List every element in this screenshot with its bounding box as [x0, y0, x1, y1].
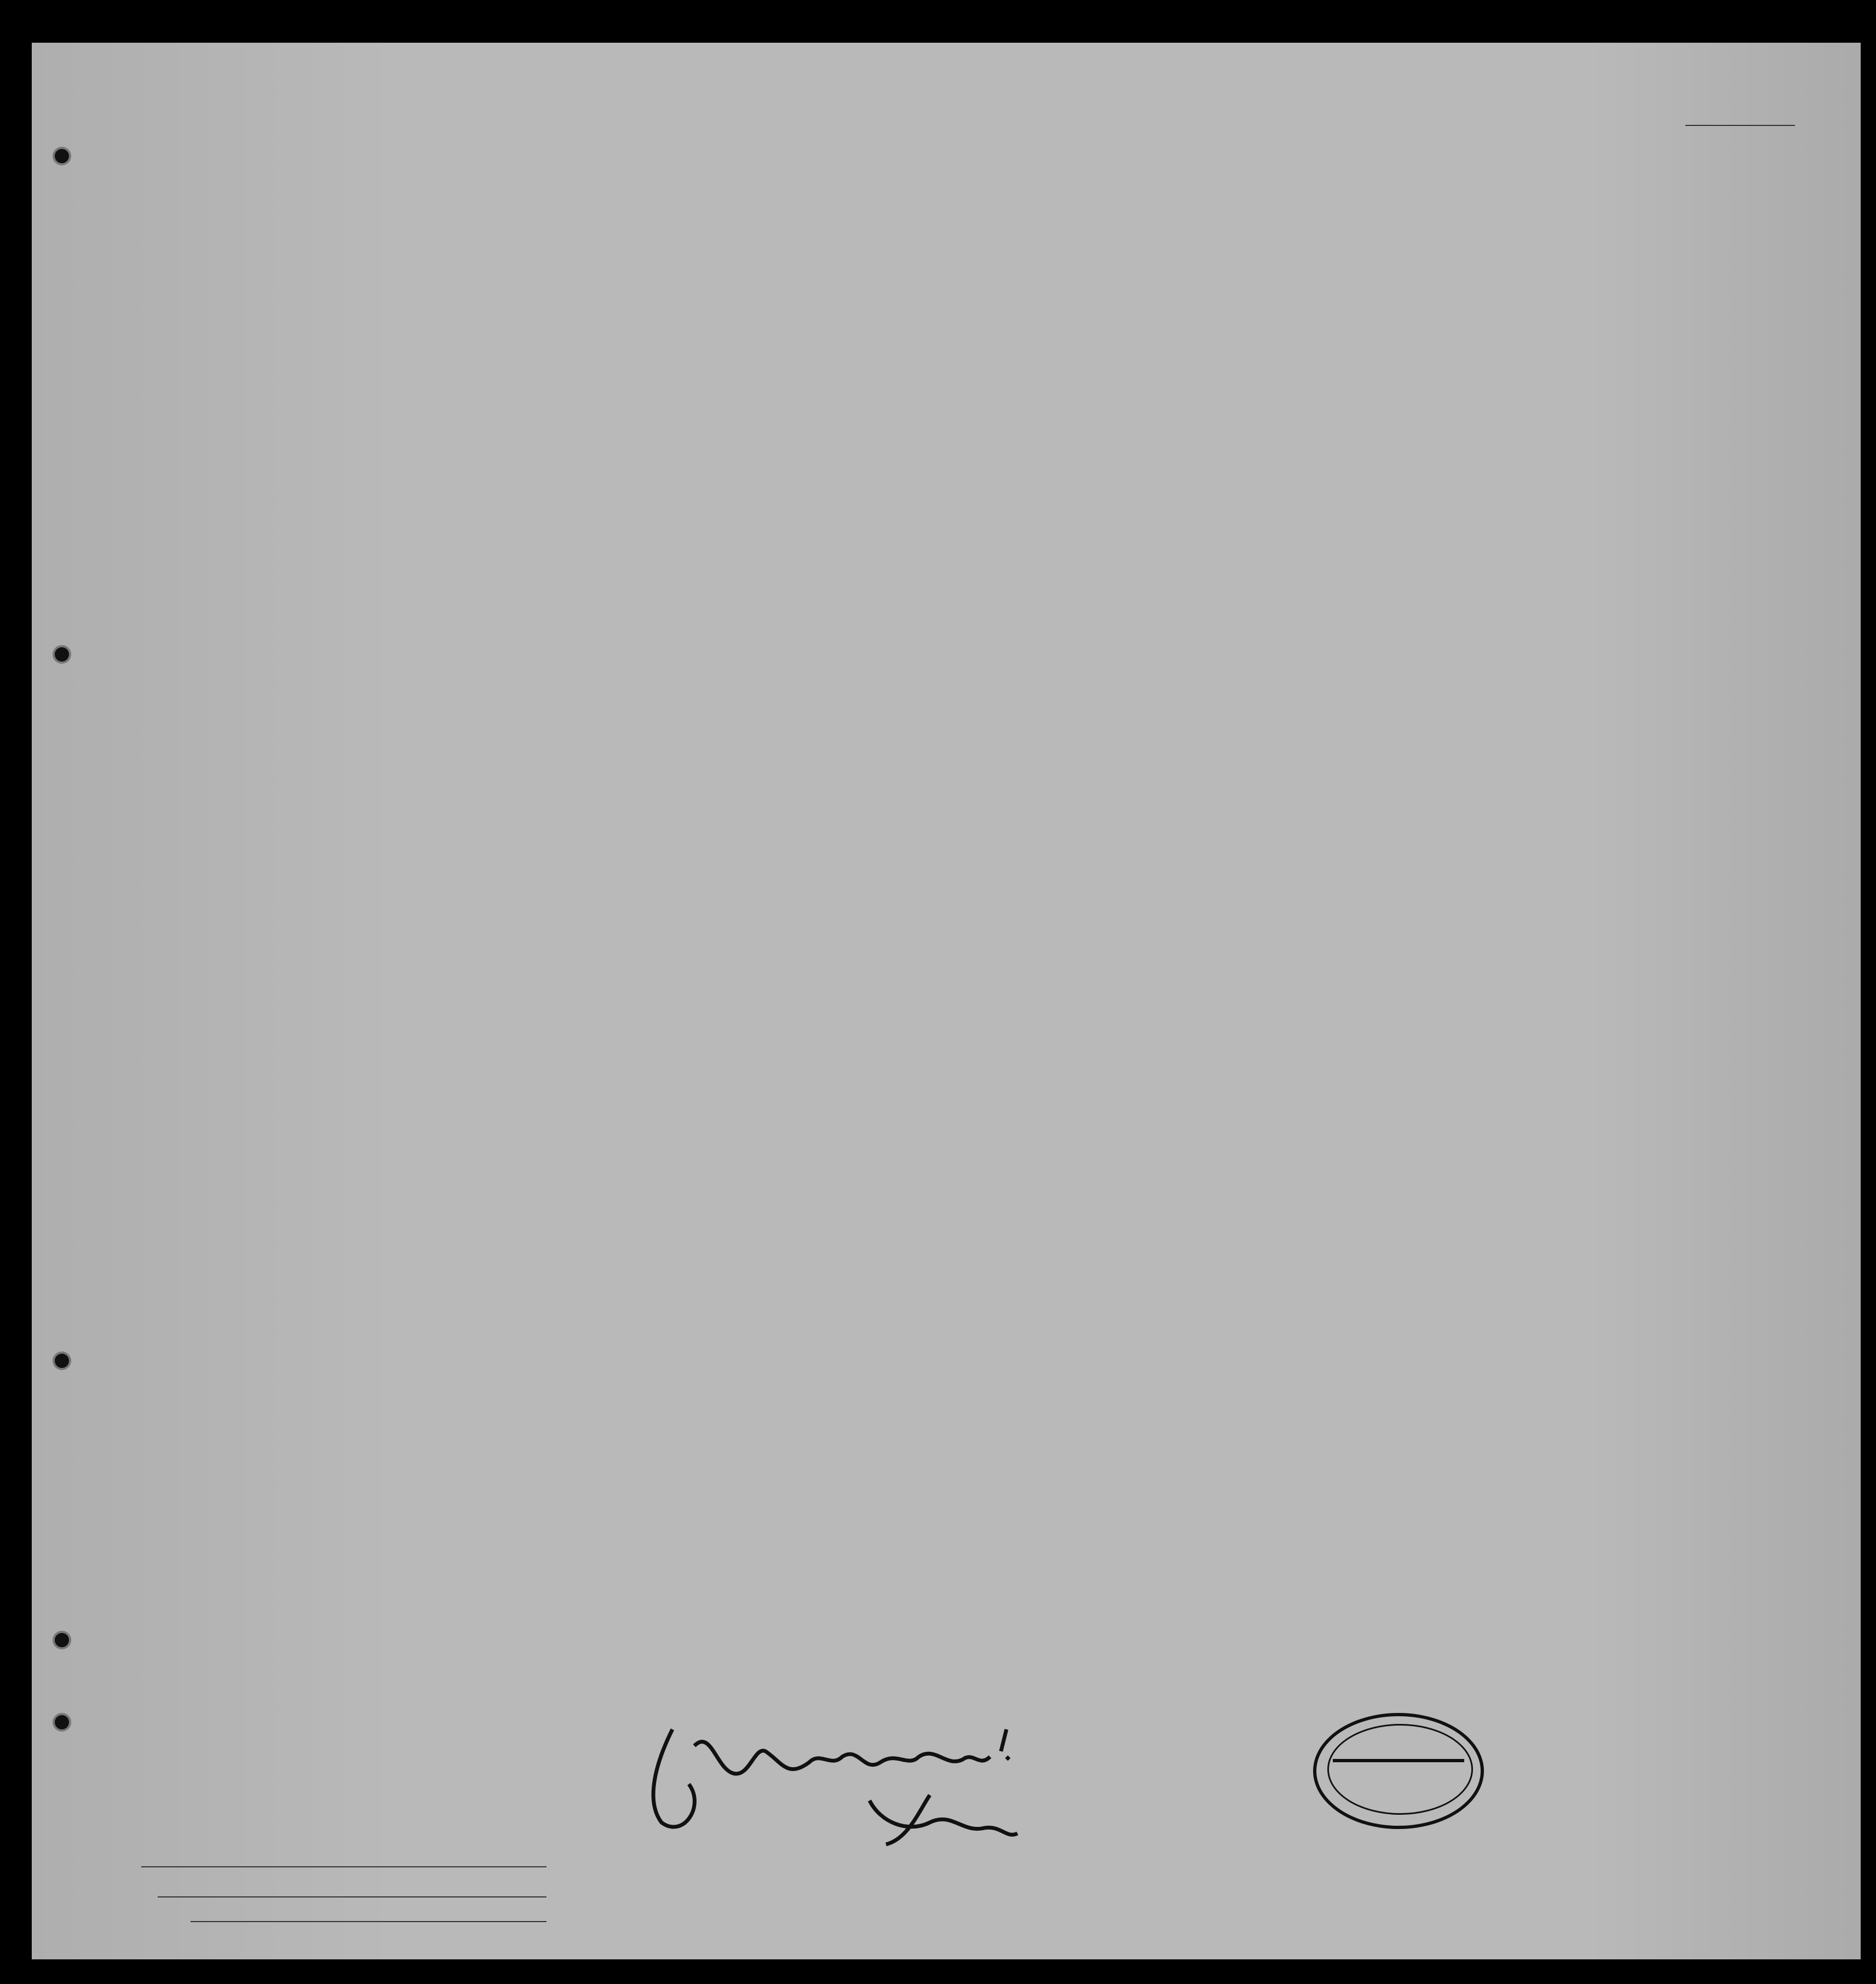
stamp-date [1333, 1759, 1464, 1762]
manifest-sheet [32, 43, 1861, 1959]
checkmark-layer [32, 43, 1861, 1959]
inspector-signature [623, 1697, 1116, 1861]
agents-rule [191, 1921, 546, 1922]
line-rule [141, 1866, 546, 1867]
owners-rule [158, 1896, 546, 1897]
agents-label [114, 1910, 174, 1920]
office-stamp [1313, 1713, 1484, 1829]
